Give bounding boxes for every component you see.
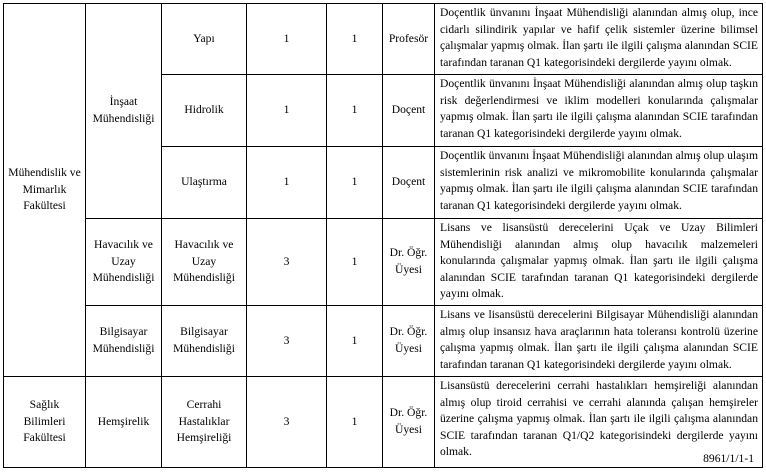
division-cell: Hidrolik: [162, 75, 247, 147]
department-cell: Hemşirelik: [86, 376, 162, 467]
title-cell: Doçent: [383, 147, 435, 219]
count-b-cell: 1: [327, 305, 383, 376]
positions-table: [3, 3, 763, 468]
department-cell: Bilgisayar Mühendisliği: [86, 305, 162, 376]
count-a-cell: 1: [247, 4, 327, 75]
requirement-cell: Lisans ve lisansüstü derecelerini Bilgisayar Mühendisliği alanından almış olup insansız hava araçlarının hata toleransı kontrolü üzerine çalışma yapmış olmak. İlan şartı ile ilgili çalışma alanından SCIE tarafından taranan Q1 kategorisindeki dergilerde yayını olmak.: [435, 305, 763, 376]
count-b-cell: 1: [327, 4, 383, 75]
count-a-cell: 1: [247, 75, 327, 147]
title-cell: Doçent: [383, 75, 435, 147]
count-a-cell: 3: [247, 219, 327, 306]
division-cell: Cerrahi Hastalıklar Hemşireliği: [162, 376, 247, 467]
requirement-cell: Lisansüstü derecelerini cerrahi hastalıkları hemşireliği alanından almış olup tiroid cerrahisi ve cerrahi alanında çalışan hemşireler üzerine çalışma yapmış olmak. İlan şartı ile ilgili çalışma alanından SCIE tarafından taranan Q1/Q2 kategorisindeki dergilerde yayını olmak.: [435, 376, 763, 467]
count-b-cell: 1: [327, 75, 383, 147]
count-b-cell: 1: [327, 219, 383, 306]
count-a-cell: 3: [247, 305, 327, 376]
title-cell: Dr. Öğr. Üyesi: [383, 376, 435, 467]
count-b-cell: 1: [327, 376, 383, 467]
requirement-cell: Doçentlik ünvanını İnşaat Mühendisliği alanından almış olup ulaşım sistemlerinin risk analizi ve mikromobilite konularında çalışmalar yapmış olmak. İlan şartı ile ilgili çalışma alanından SCIE tarafından taranan Q1 kategorisindeki dergilerde yayını olmak.: [435, 147, 763, 219]
requirement-cell: Doçentlik ünvanını İnşaat Mühendisliği alanından almış olup taşkın risk değerlendirmesi ve iklim modelleri konularında çalışmalar yapmış olmak. İlan şartı ile ilgili çalışma alanından SCIE tarafından taranan Q1 kategorisindeki dergilerde yayını olmak.: [435, 75, 763, 147]
department-cell: İnşaat Mühendisliği: [86, 4, 162, 219]
title-cell: Profesör: [383, 4, 435, 75]
requirement-cell: Doçentlik ünvanını İnşaat Mühendisliği alanından almış olup, ince cidarlı silindirik yapılar ve hafif çelik sistemler üzerine bilimsel çalışmalar yapmış olmak. İlan şartı ile ilgili çalışma alanından SCIE tarafından taranan Q1 kategorisindeki dergilerde yayını olmak.: [435, 4, 763, 75]
table-row: [4, 219, 763, 306]
division-cell: Havacılık ve Uzay Mühendisliği: [162, 219, 247, 306]
faculty-cell: Sağlık Bilimleri Fakültesi: [4, 376, 86, 467]
division-cell: Bilgisayar Mühendisliği: [162, 305, 247, 376]
count-a-cell: 3: [247, 376, 327, 467]
count-b-cell: 1: [327, 147, 383, 219]
department-cell: Havacılık ve Uzay Mühendisliği: [86, 219, 162, 306]
table-row: [4, 305, 763, 376]
faculty-cell: Mühendislik ve Mimarlık Fakültesi: [4, 4, 86, 377]
division-cell: Yapı: [162, 4, 247, 75]
document-code: 8961/1/1-1: [703, 452, 754, 465]
count-a-cell: 1: [247, 147, 327, 219]
title-cell: Dr. Öğr. Üyesi: [383, 305, 435, 376]
table-row: [4, 4, 763, 75]
requirement-cell: Lisans ve lisansüstü derecelerini Uçak ve Uzay Bilimleri Mühendisliği alanından almış olup havacılık malzemeleri konularında çalışmalar yapmış olmak. İlan şartı ile ilgili çalışma alanından SCIE tarafından taranan Q1 kategorisindeki dergilerde yayını olmak.: [435, 219, 763, 306]
division-cell: Ulaştırma: [162, 147, 247, 219]
table-row: [4, 376, 763, 467]
title-cell: Dr. Öğr. Üyesi: [383, 219, 435, 306]
